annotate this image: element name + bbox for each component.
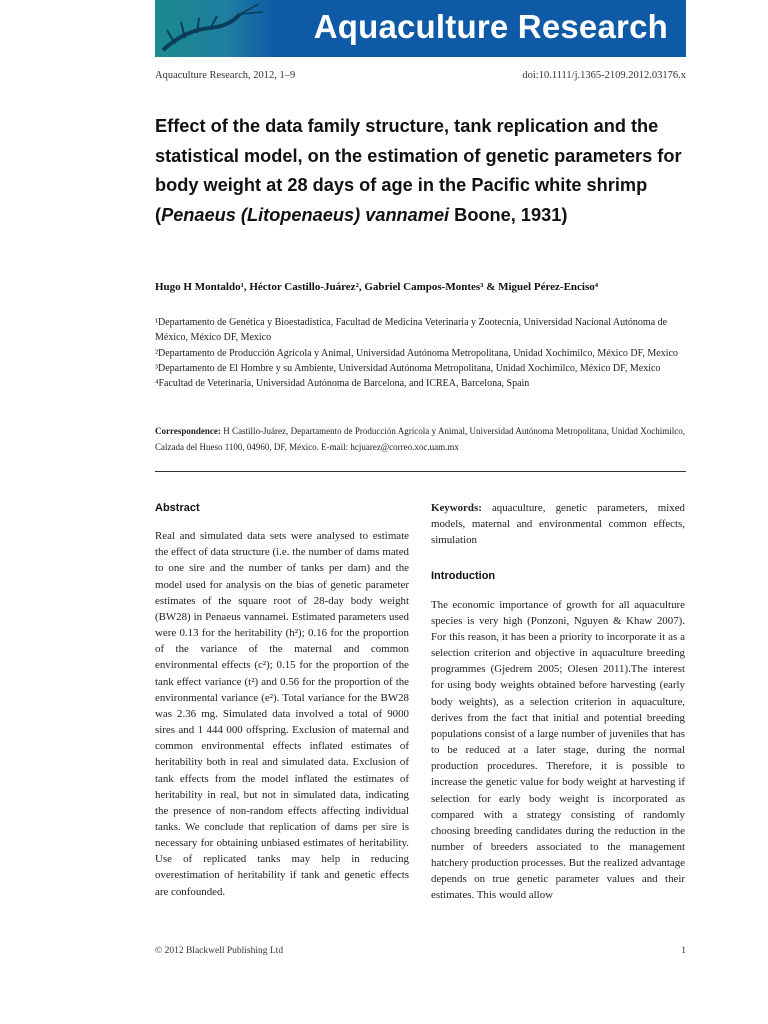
affiliation-1: ¹Departamento de Genética y Bioestadística, Facultad de Medicina Veterinaria y Zootecnia, Universidad Nacional Autónoma de México, México DF, Mexico bbox=[155, 317, 668, 344]
affiliation-2: ²Departamento de Producción Agrícola y Animal, Universidad Autónoma Metropolitana, Unidad Xochimilco, México DF, Mexico bbox=[155, 347, 678, 359]
running-head bbox=[155, 70, 686, 81]
doi-link[interactable]: doi:10.1111/j.1365-2109.2012.03176.x bbox=[522, 70, 686, 81]
section-divider bbox=[155, 471, 686, 472]
article-title: Effect of the data family structure, tank replication and the statistical model, on the estimation of genetic parameters for body weight at 28 days of age in the Pacific white shrimp (Penaeus (Litopenaeus) vannamei Boone, 1931) bbox=[155, 116, 682, 225]
copyright: © 2012 Blackwell Publishing Ltd bbox=[155, 946, 284, 956]
shrimp-logo-icon bbox=[155, 0, 275, 57]
introduction-heading: Introduction bbox=[431, 570, 496, 583]
keywords-label: Keywords: bbox=[431, 502, 482, 514]
journal-banner bbox=[155, 0, 686, 57]
title-species: Penaeus (Litopenaeus) vannamei bbox=[161, 204, 450, 225]
page-footer bbox=[155, 946, 686, 956]
author-list: Hugo H Montaldo¹, Héctor Castillo-Juárez², Gabriel Campos-Montes³ & Miguel Pérez-Enciso⁴ bbox=[155, 281, 599, 293]
correspondence-label: Correspondence: bbox=[155, 426, 221, 436]
affiliation-3: ³Departamento de El Hombre y su Ambiente, Universidad Autónoma Metropolitana, Unidad Xochimilco, México DF, Mexico bbox=[155, 362, 661, 374]
correspondence-text: H Castillo-Juárez, Departamento de Producción Agrícola y Animal, Universidad Autónoma Metropolitana, Unidad Xochimilco, Calzada del Hueso 1100, 04960, DF, México. E-mail: hcjuarez@correo.xoc.uam.mx bbox=[155, 426, 685, 452]
affiliations bbox=[155, 315, 685, 391]
abstract-heading: Abstract bbox=[155, 502, 200, 514]
introduction-body: The economic importance of growth for all aquaculture species is very high (Ponzoni, Nguyen & Khaw 2007). For this reason, it has been a priority to incorporate it as a selection criterion and objective in aquaculture breeding programmes (Gjedrem 2005; Olesen 2011).The interest for using body weights obtained before harvesting (early body weights), as a selection criterion in aquaculture, derives from the fact that initial and potential breeding populations consist of a large number of juveniles that has to be reduced at a later stage, during the normal production procedures. Therefore, it is possible to increase the genetic value for body weight at harvesting if selection for early body weight is incorporated as compared with a strategy consisting of randomly choosing breeding candidates during the reduction in the number of breeders associated to the management hatchery production processes. But the realized advantage depends on true genetic parameter values and their estimates. This would allow bbox=[431, 598, 685, 902]
journal-title: Aquaculture Research bbox=[313, 8, 668, 45]
page-number: 1 bbox=[681, 946, 686, 956]
keywords bbox=[431, 500, 685, 548]
correspondence bbox=[155, 423, 685, 455]
abstract-body: Real and simulated data sets were analysed to estimate the effect of data structure (i.e. the number of dams mated to one sire and the number of tanks per dam) and the model used for analysis on the bias of genetic parameter estimates of the square root of 28-day body weight (BW28) in Penaeus vannamei. Estimated parameters used were 0.13 for the heritability (h²); 0.16 for the proportion of the variance of the maternal and common environmental effects (c²); 0.15 for the proportion of the tank effect variance (t²) and 0.56 for the proportion of the environmental variance (e²). Total variance for the BW28 was 2.36 mg. Simulated data involved a total of 9000 sires and 1 444 000 offspring. Exclusion of maternal and common environmental effects inflated estimates of heritability both in real and simulated data. Exclusion of tank effects from the model inflated the estimates of heritability in real, but not in simulated data, indicating the presence of non-random effects affecting individual tanks. We conclude that replication of dams per sire is necessary for obtaining unbiased estimates of heritability. Use of replicated tanks may help in reducing overestimation of heritability if tank and genetic effects are confounded. bbox=[155, 530, 409, 898]
running-head-left: Aquaculture Research, 2012, 1–9 bbox=[155, 70, 296, 81]
right-column bbox=[431, 500, 685, 904]
left-column bbox=[155, 500, 409, 900]
keywords-text: aquaculture, genetic parameters, mixed models, maternal and environmental common effects, simulation bbox=[431, 502, 685, 547]
affiliation-4: ⁴Facultad de Veterinaria, Universidad Autónoma de Barcelona, and ICREA, Barcelona, Spain bbox=[155, 378, 530, 390]
